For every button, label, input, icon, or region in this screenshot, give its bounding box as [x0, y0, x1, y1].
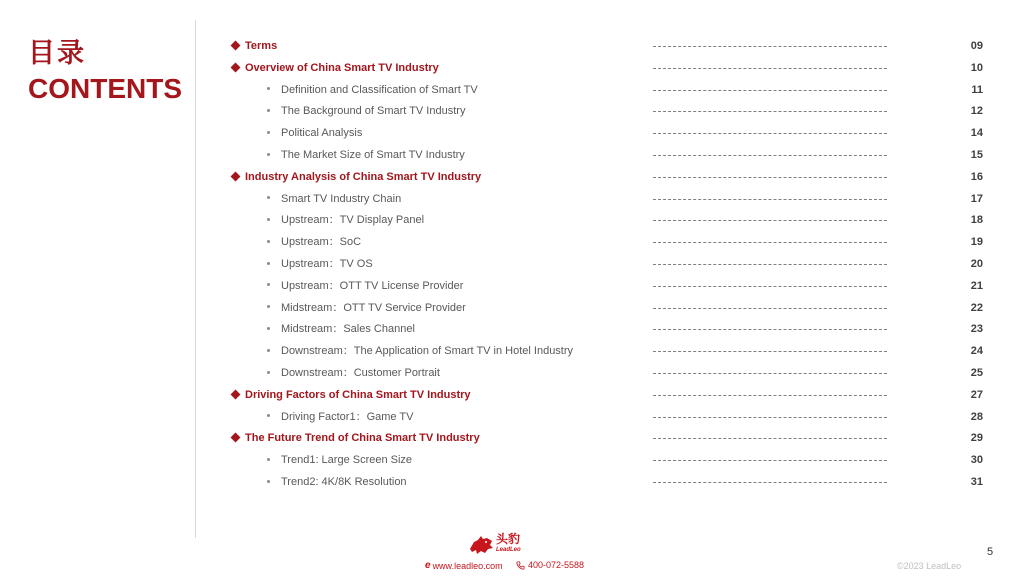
title-english: CONTENTS: [28, 73, 182, 104]
toc-subsection-row[interactable]: [230, 189, 990, 211]
dot-icon: [267, 196, 270, 199]
title-block: [28, 38, 182, 106]
toc-section-row[interactable]: [230, 58, 990, 80]
toc-entry-label: Smart TV Industry Chain: [281, 192, 402, 205]
toc-entry[interactable]: [230, 428, 480, 450]
toc-entry[interactable]: [267, 276, 463, 298]
dotted-leader: [653, 133, 887, 134]
toc-subsection-row[interactable]: [230, 145, 990, 167]
toc-subsection-row[interactable]: [230, 232, 990, 254]
toc-section-row[interactable]: [230, 428, 990, 450]
dotted-leader: [653, 90, 887, 91]
toc-section-row[interactable]: [230, 167, 990, 189]
toc-section-row[interactable]: [230, 36, 990, 58]
dotted-leader: [653, 460, 887, 461]
logo-text-english: LeadLeo: [496, 547, 521, 553]
toc-entry-label: Terms: [245, 40, 278, 52]
toc-page-number: 25: [970, 366, 983, 379]
toc-entry[interactable]: [267, 472, 407, 494]
dotted-leader: [653, 46, 887, 47]
dot-icon: [267, 371, 270, 374]
toc-subsection-row[interactable]: [230, 319, 990, 341]
toc-entry[interactable]: [267, 341, 573, 363]
toc-page-number: 17: [970, 192, 983, 205]
dot-icon: [267, 283, 270, 286]
toc-entry-label: Upstream：SoC: [281, 236, 362, 249]
toc-entry-label: Overview of China Smart TV Industry: [245, 61, 439, 74]
toc-entry-label: Upstream：TV OS: [281, 257, 373, 270]
toc-entry[interactable]: [267, 80, 478, 102]
leopard-logo-icon: [468, 534, 494, 556]
toc-page-number: 28: [970, 410, 983, 423]
leadleo-logo: [468, 534, 521, 556]
toc-page-number: 24: [970, 345, 983, 358]
toc-page-number: 21: [970, 279, 983, 292]
dotted-leader: [653, 264, 887, 265]
toc-entry-label: Downstream：The Application of Smart TV in Hotel Industry: [281, 345, 574, 358]
toc-entry[interactable]: [230, 167, 481, 189]
dotted-leader: [653, 438, 887, 439]
toc-page-number: 29: [970, 432, 983, 445]
dotted-leader: [653, 177, 887, 178]
dot-icon: [267, 240, 270, 243]
toc-subsection-row[interactable]: [230, 254, 990, 276]
toc-entry[interactable]: [267, 123, 362, 145]
dotted-leader: [653, 111, 887, 112]
dot-icon: [267, 414, 270, 417]
dot-icon: [267, 109, 270, 112]
toc-subsection-row[interactable]: [230, 472, 990, 494]
toc-entry[interactable]: [230, 36, 277, 58]
dot-icon: [267, 153, 270, 156]
toc-subsection-row[interactable]: [230, 341, 990, 363]
dotted-leader: [653, 308, 887, 309]
toc-page-number: 20: [970, 257, 983, 270]
toc-page-number: 22: [970, 301, 983, 314]
toc-entry-label: The Future Trend of China Smart TV Industry: [245, 432, 480, 445]
toc-entry[interactable]: [230, 385, 471, 407]
toc-entry[interactable]: [267, 298, 466, 320]
toc-entry[interactable]: [267, 145, 465, 167]
toc-subsection-row[interactable]: [230, 363, 990, 385]
toc-page-number: 09: [970, 40, 983, 52]
dotted-leader: [653, 482, 887, 483]
dot-icon: [267, 87, 270, 90]
dot-icon: [267, 349, 270, 352]
toc-page-number: 11: [971, 83, 983, 96]
copyright-text: ©2023 LeadLeo: [897, 561, 962, 571]
dot-icon: [267, 131, 270, 134]
toc-page-number: 15: [970, 148, 983, 161]
toc-subsection-row[interactable]: [230, 298, 990, 320]
dotted-leader: [653, 286, 887, 287]
dotted-leader: [653, 220, 887, 221]
dot-icon: [267, 305, 270, 308]
toc-entry-label: Trend1: Large Screen Size: [281, 454, 413, 467]
toc-entry[interactable]: [267, 407, 413, 429]
toc-entry-label: Driving Factor1：Game TV: [281, 410, 414, 423]
diamond-icon: [231, 433, 241, 443]
toc-entry[interactable]: [267, 254, 373, 276]
table-of-contents: [230, 36, 990, 494]
toc-page-number: 27: [970, 388, 983, 401]
toc-subsection-row[interactable]: [230, 407, 990, 429]
toc-entry-label: The Market Size of Smart TV Industry: [281, 148, 465, 161]
toc-entry-label: Driving Factors of China Smart TV Industry: [245, 388, 471, 401]
dotted-leader: [653, 199, 887, 200]
diamond-icon: [231, 41, 241, 51]
website-link[interactable]: www.leadleo.com: [432, 560, 503, 571]
toc-entry-label: Upstream：TV Display Panel: [281, 214, 425, 227]
toc-subsection-row[interactable]: [230, 80, 990, 102]
toc-entry[interactable]: [267, 232, 361, 254]
toc-entry-label: Definition and Classification of Smart TV: [281, 83, 478, 96]
footer-phone: [516, 560, 584, 570]
toc-entry-label: Midstream：OTT TV Service Provider: [281, 301, 466, 314]
dotted-leader: [653, 242, 887, 243]
toc-page-number: 18: [970, 214, 983, 227]
dot-icon: [267, 262, 270, 265]
dotted-leader: [653, 395, 887, 396]
toc-entry-label: Upstream：OTT TV License Provider: [281, 279, 464, 292]
toc-entry-label: Trend2: 4K/8K Resolution: [281, 475, 407, 488]
toc-subsection-row[interactable]: [230, 210, 990, 232]
toc-subsection-row[interactable]: [230, 450, 990, 472]
toc-page-number: 10: [970, 61, 983, 74]
toc-entry[interactable]: [267, 101, 465, 123]
toc-entry-label: Midstream：Sales Channel: [281, 323, 415, 336]
dot-icon: [267, 480, 270, 483]
toc-entry-label: Downstream：Customer Portrait: [281, 366, 440, 379]
toc-entry-label: The Background of Smart TV Industry: [281, 105, 466, 118]
diamond-icon: [231, 389, 241, 399]
toc-page-number: 14: [970, 127, 983, 140]
dot-icon: [267, 458, 270, 461]
slide-number: 5: [987, 546, 994, 558]
divider-line: [195, 20, 196, 538]
diamond-icon: [231, 171, 241, 181]
title-chinese: 目录: [28, 38, 86, 69]
dot-icon: [267, 218, 270, 221]
phone-icon: [516, 561, 525, 570]
dotted-leader: [653, 329, 887, 330]
dot-icon: [267, 327, 270, 330]
toc-entry[interactable]: [267, 189, 401, 211]
toc-page-number: 12: [970, 105, 983, 118]
toc-subsection-row[interactable]: [230, 123, 990, 145]
phone-number: 400-072-5588: [528, 560, 585, 570]
dotted-leader: [653, 68, 887, 69]
footer-website[interactable]: [425, 560, 503, 571]
toc-entry[interactable]: [230, 58, 439, 80]
toc-entry-label: Industry Analysis of China Smart TV Industry: [245, 170, 482, 183]
toc-page-number: 19: [970, 236, 983, 249]
toc-page-number: 30: [970, 454, 983, 467]
toc-page-number: 31: [970, 475, 983, 488]
toc-subsection-row[interactable]: [230, 101, 990, 123]
toc-subsection-row[interactable]: [230, 276, 990, 298]
diamond-icon: [231, 62, 241, 72]
toc-entry[interactable]: [267, 450, 412, 472]
toc-page-number: 23: [970, 323, 983, 336]
dotted-leader: [653, 417, 887, 418]
dotted-leader: [653, 351, 887, 352]
logo-text-chinese: 头豹: [496, 532, 521, 546]
toc-entry[interactable]: [267, 363, 440, 385]
toc-section-row[interactable]: [230, 385, 990, 407]
toc-entry-label: Political Analysis: [281, 127, 363, 140]
dotted-leader: [653, 155, 887, 156]
toc-entry[interactable]: [267, 210, 424, 232]
toc-entry[interactable]: [267, 319, 415, 341]
toc-page-number: 16: [970, 170, 983, 183]
e-icon: e: [425, 560, 431, 571]
dotted-leader: [653, 373, 887, 374]
